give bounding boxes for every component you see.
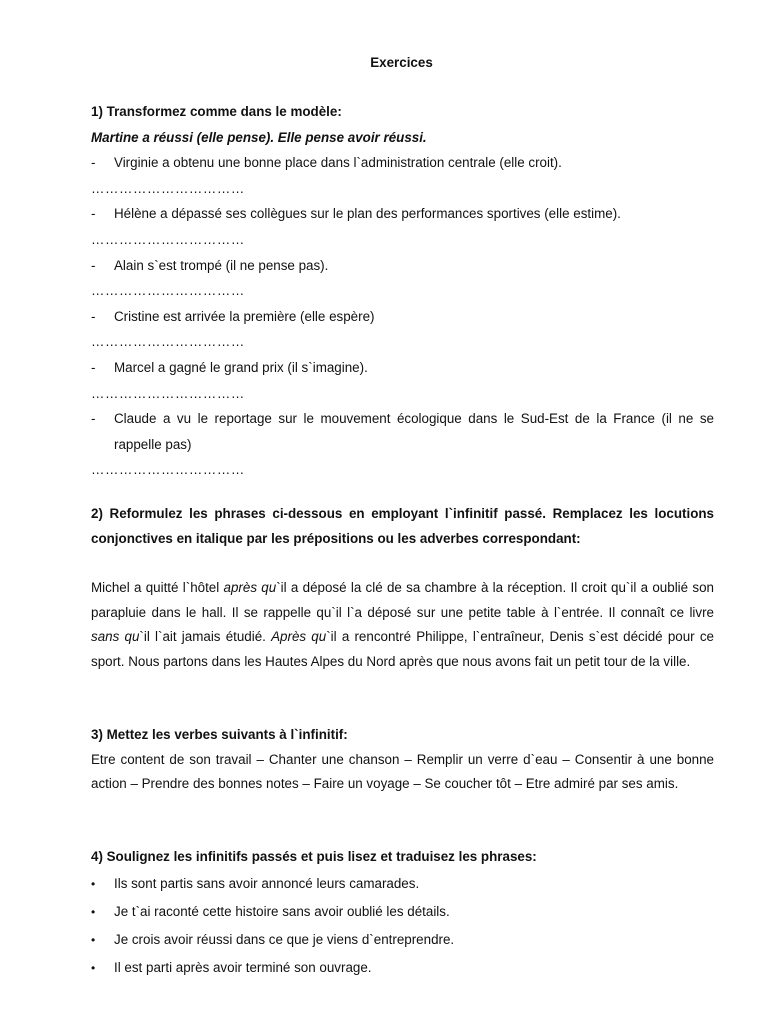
paragraph-text: `il a rencontré Philippe, l`entraîneur, Denis s`est décidé pour ce sport. Nous partons dans les Hautes Alpes du Nord après que nous avons fait un petit tour de la ville. xyxy=(91,629,714,669)
item-text: Cristine est arrivée la première (elle espère) xyxy=(114,308,375,324)
list-item xyxy=(91,898,714,926)
exercise-2-heading-text: 2) Reformulez les phrases ci-dessous en employant l`infinitif passé. Remplacez les locutions conjonctives en italique par les prépositions ou les adverbes correspondant: xyxy=(91,506,714,546)
bullet-icon: • xyxy=(91,905,96,919)
exercise-2-paragraph xyxy=(91,576,714,674)
item-text: Je crois avoir réussi dans ce que je viens d`entreprendre. xyxy=(114,932,455,947)
item-text: Ils sont partis sans avoir annoncé leurs camarades. xyxy=(114,876,420,891)
italic-locution: après qu xyxy=(223,580,277,595)
italic-locution: sans qu xyxy=(91,629,140,645)
answer-blank: …………………………… xyxy=(91,462,245,478)
paragraph-text: `il l`ait jamais étudié. xyxy=(139,629,272,645)
item-text: Je t`ai raconté cette histoire sans avoir oublié les détails. xyxy=(114,904,450,919)
item-text: Virginie a obtenu une bonne place dans l`administration centrale (elle croit). xyxy=(114,155,562,171)
answer-blank: …………………………… xyxy=(91,334,245,350)
exercise-2-heading xyxy=(91,502,714,551)
dash-marker: - xyxy=(91,359,96,375)
exercise-1-model: Martine a réussi (elle pense). Elle pense avoir réussi. xyxy=(91,129,427,145)
list-item xyxy=(91,870,714,898)
exercise-3-heading: 3) Mettez les verbes suivants à l`infinitif: xyxy=(91,727,348,742)
dash-marker: - xyxy=(91,257,96,273)
list-item xyxy=(91,926,714,954)
bullet-icon: • xyxy=(91,877,96,891)
dash-marker: - xyxy=(91,155,96,171)
list-item xyxy=(91,201,714,227)
bullet-icon: • xyxy=(91,933,96,947)
dash-marker: - xyxy=(91,308,96,324)
item-text: Alain s`est trompé (il ne pense pas). xyxy=(114,257,329,273)
answer-blank: …………………………… xyxy=(91,385,245,401)
page-title: Exercices xyxy=(370,55,433,70)
item-text: Claude a vu le reportage sur le mouvement écologique dans le Sud-Est de la France (il ne se rappelle pas) xyxy=(114,411,714,452)
exercise-1 xyxy=(91,99,714,483)
answer-blank: …………………………… xyxy=(91,283,245,299)
answer-blank: …………………………… xyxy=(91,231,245,247)
paragraph-text: Michel a quitté l`hôtel xyxy=(91,580,224,595)
exercise-4-list xyxy=(91,870,714,982)
exercise-3 xyxy=(91,722,714,797)
dash-marker: - xyxy=(91,411,96,427)
list-item xyxy=(91,304,714,330)
bullet-icon: • xyxy=(91,961,96,975)
list-item xyxy=(91,150,714,176)
list-item xyxy=(91,355,714,381)
dash-marker: - xyxy=(91,206,96,222)
list-item xyxy=(91,253,714,279)
item-text: Il est parti après avoir terminé son ouvrage. xyxy=(114,960,372,975)
italic-locution: Après qu xyxy=(271,629,327,645)
list-item xyxy=(91,406,714,457)
exercise-1-heading: 1) Transformez comme dans le modèle: xyxy=(91,104,342,119)
paragraph-text: `il a déposé la clé de sa chambre à la réception. Il croit qu`il a oublié son parapluie dans le hall. Il se rappelle qu`il l`a déposé sur une petite table à l`entrée. Il connaît ce livre xyxy=(91,580,714,620)
item-text: Hélène a dépassé ses collègues sur le plan des performances sportives (elle estime). xyxy=(114,206,621,222)
exercise-3-body: Etre content de son travail – Chanter une chanson – Remplir un verre d`eau – Consentir à une bonne action – Prendre des bonnes notes – Faire un voyage – Se coucher tôt – Etre admiré par ses amis. xyxy=(91,751,714,792)
list-item xyxy=(91,954,714,982)
answer-blank: …………………………… xyxy=(91,180,245,196)
exercise-4 xyxy=(91,844,714,870)
exercise-4-heading: 4) Soulignez les infinitifs passés et puis lisez et traduisez les phrases: xyxy=(91,849,537,864)
item-text: Marcel a gagné le grand prix (il s`imagine). xyxy=(114,359,368,375)
